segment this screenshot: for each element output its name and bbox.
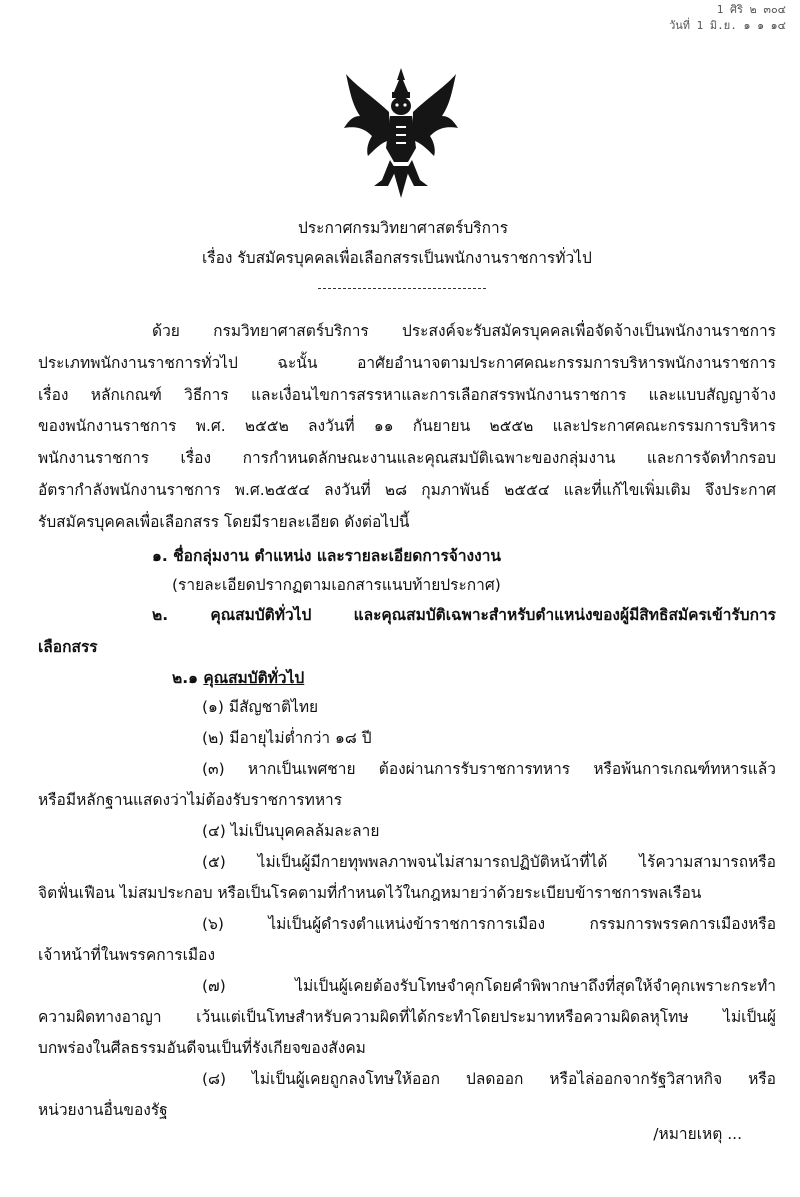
intro-line-2: ประเภทพนักงานราชการทั่วไป ฉะนั้น อาศัยอำนาจตามประกาศคณะกรรมการบริหารพนักงานราชการ bbox=[38, 354, 776, 372]
section-2-1-heading bbox=[172, 668, 304, 688]
continuation-marker: /หมายเหตุ ... bbox=[653, 1125, 742, 1143]
document-issuer: ประกาศกรมวิทยาศาสตร์บริการ bbox=[298, 219, 509, 237]
item-8-line-2: หน่วยงานอื่นของรัฐ bbox=[38, 1101, 168, 1119]
section-2-1-title: คุณสมบัติทั่วไป bbox=[203, 669, 305, 687]
item-3-line-2: หรือมีหลักฐานแสดงว่าไม่ต้องรับราชการทหาร bbox=[38, 791, 343, 809]
item-8-line-1: (๘) ไม่เป็นผู้เคยถูกลงโทษให้ออก ปลดออก หรือไล่ออกจากรัฐวิสาหกิจ หรือ bbox=[202, 1070, 776, 1088]
document-subject: เรื่อง รับสมัครบุคคลเพื่อเลือกสรรเป็นพนักงานราชการทั่วไป bbox=[202, 249, 592, 267]
receipt-stamp bbox=[669, 2, 786, 34]
header-divider bbox=[318, 288, 486, 289]
item-3-line-1: (๓) หากเป็นเพศชาย ต้องผ่านการรับราชการทหาร หรือพ้นการเกณฑ์ทหารแล้ว bbox=[202, 760, 776, 778]
item-4: (๔) ไม่เป็นบุคคลล้มละลาย bbox=[202, 822, 380, 840]
intro-line-6: อัตรากำลังพนักงานราชการ พ.ศ.๒๕๕๔ ลงวันที่ ๒๘ กุมภาพันธ์ ๒๕๕๔ และที่แก้ไขเพิ่มเติม จึงประกาศ bbox=[38, 481, 776, 499]
intro-line-3: เรื่อง หลักเกณฑ์ วิธีการ และเงื่อนไขการสรรหาและการเลือกสรรพนักงานราชการ และแบบสัญญาจ้าง bbox=[38, 386, 776, 404]
intro-line-7: รับสมัครบุคคลเพื่อเลือกสรร โดยมีรายละเอียด ดังต่อไปนี้ bbox=[38, 513, 410, 531]
section-1-heading: ๑. ชื่อกลุ่มงาน ตำแหน่ง และรายละเอียดการจ้างงาน bbox=[152, 547, 501, 565]
section-2-1-number: ๒.๑ bbox=[172, 669, 204, 687]
item-2: (๒) มีอายุไม่ต่ำกว่า ๑๘ ปี bbox=[202, 729, 372, 747]
item-1: (๑) มีสัญชาติไทย bbox=[202, 698, 319, 716]
intro-line-1: ด้วย กรมวิทยาศาสตร์บริการ ประสงค์จะรับสมัครบุคคลเพื่อจัดจ้างเป็นพนักงานราชการ bbox=[152, 322, 776, 340]
section-2-heading-cont: เลือกสรร bbox=[38, 638, 98, 656]
item-7-line-3: บกพร่องในศีลธรรมอันดีจนเป็นที่รังเกียจของสังคม bbox=[38, 1039, 366, 1057]
stamp-line-1: 1 ศิริ ๒ ๓๐๔ bbox=[716, 3, 786, 16]
garuda-emblem bbox=[342, 66, 460, 200]
item-7-line-1: (๗) ไม่เป็นผู้เคยต้องรับโทษจำคุกโดยคำพิพากษาถึงที่สุดให้จำคุกเพราะกระทำ bbox=[202, 977, 776, 995]
item-7-line-2: ความผิดทางอาญา เว้นแต่เป็นโทษสำหรับความผิดที่ได้กระทำโดยประมาทหรือความผิดลหุโทษ ไม่เป็นผู้ bbox=[38, 1008, 776, 1026]
section-1-note: (รายละเอียดปรากฏตามเอกสารแนบท้ายประกาศ) bbox=[172, 576, 501, 594]
item-6-line-2: เจ้าหน้าที่ในพรรคการเมือง bbox=[38, 946, 216, 964]
item-6-line-1: (๖) ไม่เป็นผู้ดำรงตำแหน่งข้าราชการการเมือง กรรมการพรรคการเมืองหรือ bbox=[202, 915, 776, 933]
intro-line-4: ของพนักงานราชการ พ.ศ. ๒๕๕๒ ลงวันที่ ๑๑ กันยายน ๒๕๕๒ และประกาศคณะกรรมการบริหาร bbox=[38, 417, 776, 435]
item-5-line-2: จิตฟั่นเฟือน ไม่สมประกอบ หรือเป็นโรคตามที่กำหนดไว้ในกฎหมายว่าด้วยระเบียบข้าราชการพลเรือน bbox=[38, 884, 702, 902]
intro-line-5: พนักงานราชการ เรื่อง การกำหนดลักษณะงานและคุณสมบัติเฉพาะของกลุ่มงาน และการจัดทำกรอบ bbox=[38, 449, 776, 467]
section-2-heading: ๒. คุณสมบัติทั่วไป และคุณสมบัติเฉพาะสำหรับตำแหน่งของผู้มีสิทธิสมัครเข้ารับการ bbox=[152, 606, 776, 624]
stamp-line-2: วันที่ 1 มิ.ย. ๑ ๑ ๑๔ bbox=[669, 19, 786, 32]
item-5-line-1: (๕) ไม่เป็นผู้มีกายทุพพลภาพจนไม่สามารถปฏิบัติหน้าที่ได้ ไร้ความสามารถหรือ bbox=[202, 853, 776, 871]
